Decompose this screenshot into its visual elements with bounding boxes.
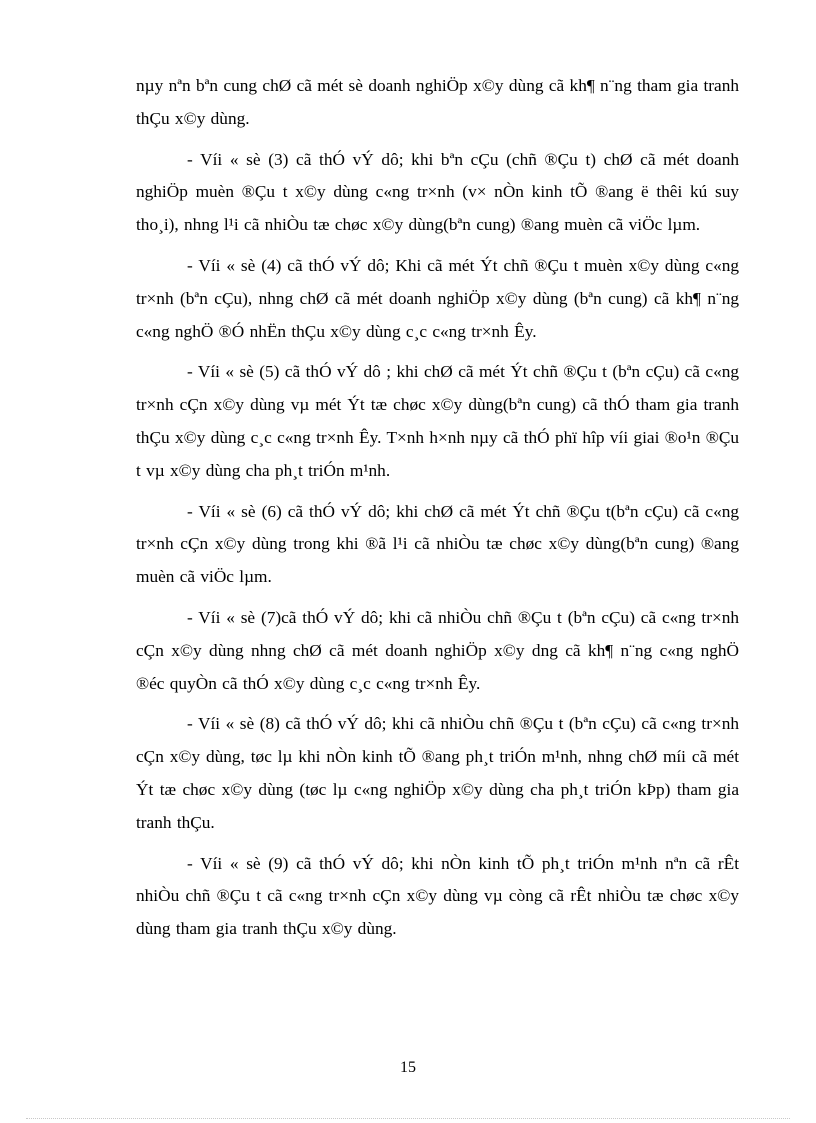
paragraph-case-9: - Víi « sè (9) cã thÓ vÝ dô; khi nÒn kinh tÕ ph¸t triÓn m¹nh nªn cã rÊt nhiÒu chñ ®Çu t cã c«ng tr×nh cÇn x©y dùng vµ còng cã rÊt nhiÒu tæ chøc x©y dùng tham gia tranh thÇu x©y dùng. [136,853,739,939]
page-bottom-divider [26,1118,790,1119]
paragraph-case-6: - Víi « sè (6) cã thÓ vÝ dô; khi chØ cã mét Ýt chñ ®Çu t(bªn cÇu) cã c«ng tr×nh cÇn x©y dùng trong khi ®ã l¹i cã nhiÒu tæ chøc x©y dùng(bªn cung) ®ang muèn cã viÖc lµm. [136,501,739,587]
paragraph-continuation: nµy nªn bªn cung chØ cã mét sè doanh nghiÖp x©y dùng cã kh¶ n¨ng tham gia tranh thÇu x©y dùng. [136,76,739,128]
paragraph-case-4: - Víi « sè (4) cã thÓ vÝ dô; Khi cã mét Ýt chñ ®Çu t muèn x©y dùng c«ng tr×nh (bªn cÇu), nhng chØ cã mét doanh nghiÖp x©y dùng (bªn cung) cã kh¶ n¨ng c«ng nghÖ ®Ó nhËn thÇu x©y dùng c¸c c«ng tr×nh Êy. [136,255,739,341]
paragraph-case-5: - Víi « sè (5) cã thÓ vÝ dô ; khi chØ cã mét Ýt chñ ®Çu t (bªn cÇu) cã c«ng tr×nh cÇn x©y dùng vµ mét Ýt tæ chøc x©y dùng(bªn cung) cã thÓ tham gia tranh thÇu x©y dùng c¸c c«ng tr×nh Êy. T×nh h×nh nµy cã thÓ phï hîp víi giai ®o¹n ®Çu t vµ x©y dùng cha ph¸t triÓn m¹nh. [136,362,739,480]
paragraph-case-7: - Víi « sè (7)cã thÓ vÝ dô; khi cã nhiÒu chñ ®Çu t (bªn cÇu) cã c«ng tr×nh cÇn x©y dùng nhng chØ cã mét doanh nghiÖp x©y dng cã kh¶ n¨ng c«ng nghÖ ®éc quyÒn cã thÓ x©y dùng c¸c c«ng tr×nh Êy. [136,607,739,693]
body-text [136,70,739,954]
paragraph-case-3: - Víi « sè (3) cã thÓ vÝ dô; khi bªn cÇu (chñ ®Çu t) chØ cã mét doanh nghiÖp muèn ®Çu t x©y dùng c«ng tr×nh (v× nÒn kinh tÕ ®ang ë thêi kú suy tho¸i), nhng l¹i cã nhiÒu tæ chøc x©y dùng(bªn cung) ®ang muèn cã viÖc lµm. [136,149,739,235]
page-number: 15 [400,1059,416,1076]
paragraph-case-8: - Víi « sè (8) cã thÓ vÝ dô; khi cã nhiÒu chñ ®Çu t (bªn cÇu) cã c«ng tr×nh cÇn x©y dùng, tøc lµ khi nÒn kinh tÕ ®ang ph¸t triÓn m¹nh, nhng chØ míi cã mét Ýt tæ chøc x©y dùng (tøc lµ c«ng nghiÖp x©y dùng cha ph¸t triÓn kÞp) tham gia tranh thÇu. [136,714,739,832]
